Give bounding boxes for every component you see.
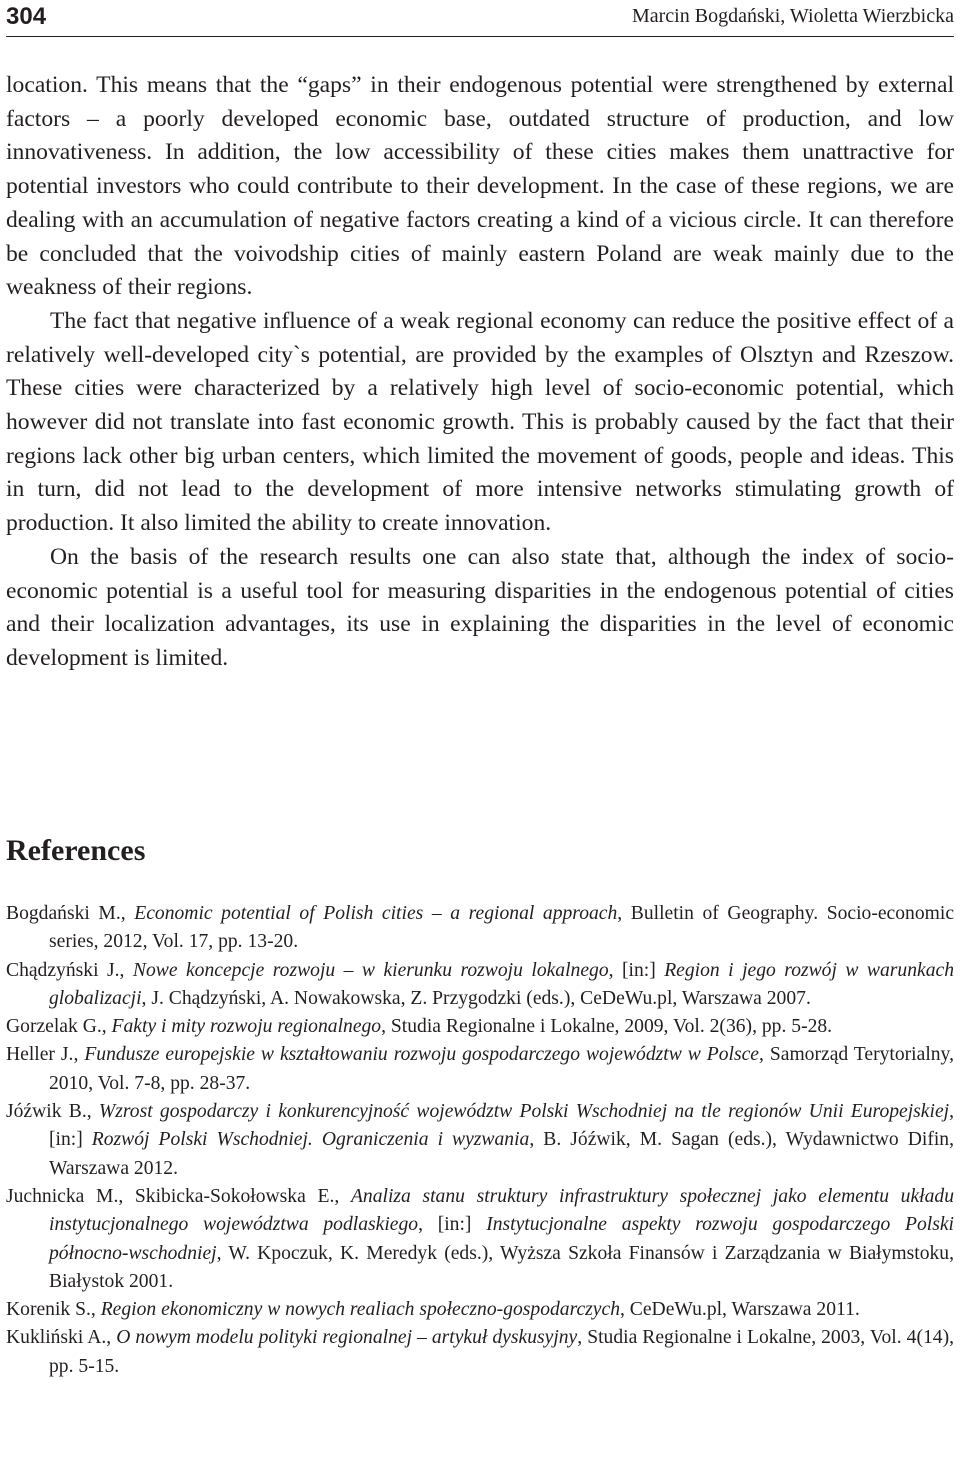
reference-item: Korenik S., Region ekonomiczny w nowych realiach społeczno-gospodarczych, CeDeWu.pl, Warszawa 2011. xyxy=(6,1299,860,1321)
reference-details: Studia Regionalne i Lokalne, 2009, Vol. 2(36), pp. 5-28. xyxy=(390,1016,833,1038)
page-number: 304 xyxy=(6,3,47,30)
reference-author: Bogdański M. xyxy=(6,903,121,924)
reference-author: Heller J. xyxy=(6,1044,74,1066)
reference-title: O nowym modelu polityki regionalnej – artykuł dyskusyjny xyxy=(116,1327,578,1349)
reference-item: Bogdański M., Economic potential of Polish cities – a regional approach, Bulletin of Geography. Socio-economic series, 2012, Vol. 17, pp. 13-20. xyxy=(6,903,955,953)
reference-author: Juchnicka M., Skibicka-Sokołowska E. xyxy=(6,1185,335,1207)
reference-item: Gorzelak G., Fakty i mity rozwoju regionalnego, Studia Regionalne i Lokalne, 2009, Vol. 2(36), pp. 5-28. xyxy=(6,1016,833,1038)
reference-details: B. Jóźwik, M. Sagan (eds.), Wydawnictwo Difin, Warszawa 2012. xyxy=(49,1129,955,1179)
reference-item: Chądzyński J., Nowe koncepcje rozwoju – w kierunku rozwoju lokalnego, [in:] Region i jego rozwój w warunkach globalizacji, J. Chądzyński, A. Nowakowska, Z. Przygodzki (eds.), CeDeWu.pl, Warszawa 2007. xyxy=(6,959,955,1009)
reference-author: Jóźwik B. xyxy=(6,1101,87,1123)
reference-book: Instytucjonalne aspekty rozwoju gospodarczego Polski północno-wschodniej xyxy=(49,1214,954,1264)
reference-item: Heller J., Fundusze europejskie w kształtowaniu rozwoju gospodarczego województw w Polsce, Samorząd Terytorialny, 2010, Vol. 7-8, pp. 28-37. xyxy=(6,1044,954,1094)
reference-in: [in:] xyxy=(437,1214,472,1236)
paragraph: The fact that negative influence of a weak regional economy can reduce the positive effect of a relatively well-developed city`s potential, are provided by the examples of Olsztyn and Rzeszow. These cities were characterized by a relatively high level of socio-economic potential, which however did not translate into fast economic growth. This is probably caused by the fact that their regions lack other big urban centers, which limited the movement of goods, people and ideas. This in turn, did not lead to the development of more intensive networks stimulating growth of production. It also limited the ability to create innovation. xyxy=(6,307,954,537)
reference-details: J. Chądzyński, A. Nowakowska, Z. Przygodzki (eds.), CeDeWu.pl, Warszawa 2007. xyxy=(151,987,811,1009)
reference-title: Economic potential of Polish cities – a regional approach xyxy=(134,903,618,924)
reference-details: Bulletin of Geography. Socio-economic series, 2012, Vol. 17, pp. 13-20. xyxy=(49,903,955,953)
paragraph: On the basis of the research results one can also state that, although the index of socio-economic potential is a useful tool for measuring disparities in the endogenous potential of cities and their localization advantages, its use in explaining the disparities in the level of economic development is limited. xyxy=(6,543,954,671)
reference-book: Region i jego rozwój w warunkach globalizacji xyxy=(49,959,955,1009)
reference-item: Juchnicka M., Skibicka-Sokołowska E., Analiza stanu struktury infrastruktury społecznej jako elementu układu instytucjonalnego województwa podlaskiego, [in:] Instytucjonalne aspekty rozwoju gospodarczego Polski północno-wschodniej, W. Kpoczuk, K. Meredyk (eds.), Wyższa Szkoła Finansów i Zarządzania w Białymstoku, Białystok 2001. xyxy=(6,1185,954,1292)
reference-book: Rozwój Polski Wschodniej. Ograniczenia i wyzwania xyxy=(91,1129,530,1151)
reference-title: Fakty i mity rozwoju regionalnego xyxy=(111,1016,382,1038)
reference-item: Jóźwik B., Wzrost gospodarczy i konkurencyjność województw Polski Wschodniej na tle regionów Unii Europejskiej, [in:] Rozwój Polski Wschodniej. Ograniczenia i wyzwania, B. Jóźwik, M. Sagan (eds.), Wydawnictwo Difin, Warszawa 2012. xyxy=(6,1101,955,1179)
running-head-authors: Marcin Bogdański, Wioletta Wierzbicka xyxy=(631,5,954,27)
reference-item: Kukliński A., O nowym modelu polityki regionalnej – artykuł dyskusyjny, Studia Regionalne i Lokalne, 2003, Vol. 4(14), pp. 5-15. xyxy=(6,1327,955,1377)
reference-author: Gorzelak G. xyxy=(6,1016,102,1038)
paragraph: location. This means that the “gaps” in their endogenous potential were strengthened by external factors – a poorly developed economic base, outdated structure of production, and low innovativeness. In addition, the low accessibility of these cities makes them unattractive for potential investors who could contribute to their development. In the case of these regions, we are dealing with an accumulation of negative factors creating a kind of a vicious circle. It can therefore be concluded that the voivodship cities of mainly eastern Poland are weak mainly due to the weakness of their regions. xyxy=(6,72,954,301)
reference-in: [in:] xyxy=(622,959,656,981)
reference-in: [in:] xyxy=(49,1129,83,1151)
reference-details: Samorząd Terytorialny, 2010, Vol. 7-8, pp. 28-37. xyxy=(49,1044,954,1094)
reference-title: Fundusze europejskie w kształtowaniu rozwoju gospodarczego województw w Polsce xyxy=(84,1044,759,1066)
reference-author: Korenik S. xyxy=(6,1299,91,1321)
reference-title: Wzrost gospodarczy i konkurencyjność województw Polski Wschodniej na tle regionów Unii Europejskiej xyxy=(98,1101,950,1123)
reference-title: Nowe koncepcje rozwoju – w kierunku rozwoju lokalnego xyxy=(132,959,609,981)
reference-details: Studia Regionalne i Lokalne, 2003, Vol. 4(14), pp. 5-15. xyxy=(49,1327,955,1377)
references-list xyxy=(6,900,954,1381)
reference-author: Chądzyński J. xyxy=(6,959,120,981)
body-text xyxy=(6,69,954,676)
references-heading: References xyxy=(6,834,146,867)
reference-author: Kukliński A. xyxy=(6,1327,107,1349)
reference-details: CeDeWu.pl, Warszawa 2011. xyxy=(629,1299,860,1321)
reference-details: W. Kpoczuk, K. Meredyk (eds.), Wyższa Szkoła Finansów i Zarządzania w Białymstoku, Białystok 2001. xyxy=(49,1242,954,1292)
page-header xyxy=(6,0,954,37)
reference-title: Analiza stanu struktury infrastruktury społecznej jako elementu układu instytucjonalnego województwa podlaskiego xyxy=(49,1185,954,1236)
reference-title: Region ekonomiczny w nowych realiach społeczno-gospodarczych xyxy=(100,1299,620,1321)
